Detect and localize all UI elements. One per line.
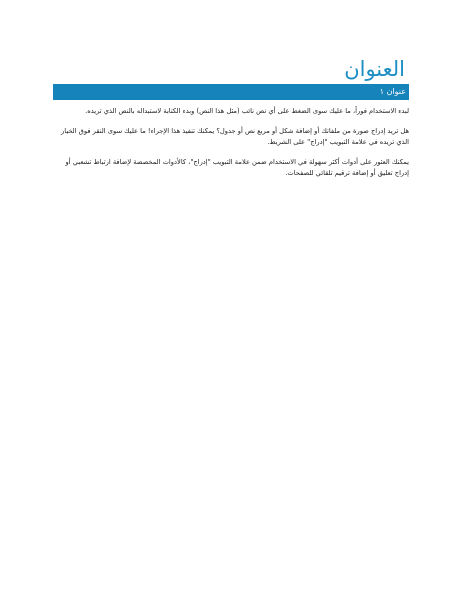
body-paragraph-3[interactable]: يمكنك العثور على أدوات أكثر سهولة في الاستخدام ضمن علامة التبويب "إدراج"، كالأدوات المخصصة لإضافة ارتباط تشعبي أو إدراج تعليق أو إضافة ترقيم تلقائي للصفحات. (65, 158, 409, 177)
body-paragraph-1[interactable]: لبدء الاستخدام فوراً، ما عليك سوى الضغط على أي نص نائب (مثل هذا النص) وبدء الكتابة لاستبداله بالنص الذي تريده. (85, 107, 409, 115)
body-paragraph-2[interactable]: هل تريد إدراج صورة من ملفاتك أو إضافة شكل أو مربع نص أو جدول؟ يمكنك تنفيذ هذا الإجراء! ما عليك سوى النقر فوق الخيار الذي تريده في علامة التبويب "إدراج" على الشريط. (61, 127, 409, 146)
document-title[interactable]: العنوان (344, 57, 405, 81)
heading-1-bar (53, 84, 409, 100)
heading-1-text[interactable]: عنوان ١ (379, 87, 406, 96)
